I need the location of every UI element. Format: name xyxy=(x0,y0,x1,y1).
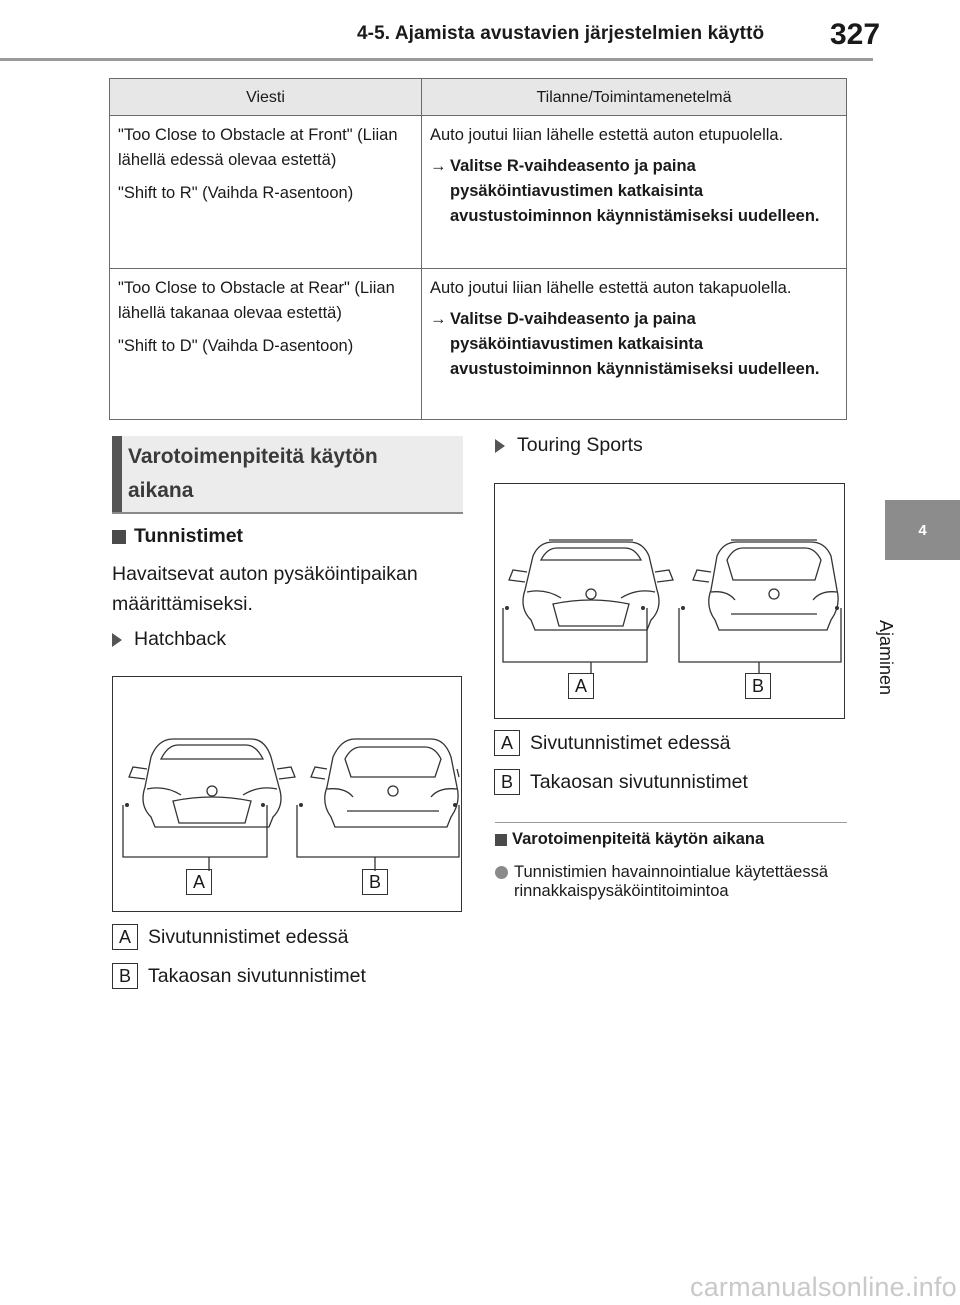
front-car-grille xyxy=(173,797,251,823)
chapter-label xyxy=(876,620,932,696)
chapter-label-text: Ajaminen xyxy=(876,620,896,696)
message-shift-text: "Shift to R" (Vaihda R-asentoon) xyxy=(118,184,354,202)
sensor-dot xyxy=(125,803,129,807)
front-wagon-grille xyxy=(553,600,629,626)
rear-wagon-window xyxy=(727,548,821,580)
rear-car-window xyxy=(345,747,441,777)
note-bullet-text: Tunnistimien havainnointialue käytettäessä rinnakkaispysäköintitoimintoa xyxy=(514,863,828,900)
sensor-dot xyxy=(835,606,839,610)
section-heading: Varotoimenpiteitä käytön aikana xyxy=(128,445,378,502)
front-car-emblem xyxy=(207,786,217,796)
arrow-icon: → xyxy=(430,310,447,328)
table-row xyxy=(110,269,847,420)
situation-cell xyxy=(422,116,847,269)
legend-item xyxy=(494,730,731,756)
rear-car-mirror xyxy=(311,767,327,779)
section-heading-box xyxy=(112,436,463,514)
triangle-bullet-icon xyxy=(495,439,505,453)
front-wagon-emblem xyxy=(586,589,596,599)
note-heading xyxy=(495,830,764,849)
rear-wagon-taillight xyxy=(813,592,837,600)
front-car-windshield xyxy=(161,745,263,759)
model-heading xyxy=(112,628,226,651)
rear-wagon-mirror xyxy=(693,570,711,582)
front-car-headlight xyxy=(243,788,277,795)
model-text: Hatchback xyxy=(134,628,227,650)
triangle-bullet-icon xyxy=(112,633,122,647)
legend-item xyxy=(494,769,748,795)
note-heading-text: Varotoimenpiteitä käytön aikana xyxy=(512,830,765,848)
front-wagon-windshield xyxy=(541,548,641,560)
table-row xyxy=(110,116,847,269)
note-divider xyxy=(495,822,847,823)
table-header-row xyxy=(110,79,847,116)
figure-label-a: A xyxy=(186,869,212,895)
sensor-dot xyxy=(681,606,685,610)
watermark: carmanualsonline.info xyxy=(690,1272,957,1302)
rear-car-body xyxy=(325,739,458,827)
rear-car-taillight xyxy=(327,789,353,797)
header-rule xyxy=(0,58,873,61)
legend-text: Takaosan sivutunnistimet xyxy=(530,770,748,793)
rear-wagon-taillight xyxy=(711,592,735,600)
front-sensor-zone xyxy=(123,805,267,857)
figure-label-b: B xyxy=(362,869,388,895)
front-wagon-mirror xyxy=(509,570,527,582)
square-bullet-icon xyxy=(495,834,507,846)
action-text: Valitse D-vaihdeasento ja paina pysäköintiavustimen katkaisinta avustustoiminnon käynnistämiseksi uudelleen. xyxy=(450,310,820,378)
column-header: Tilanne/Toimintamenetelmä xyxy=(422,79,847,116)
heading-accent-bar xyxy=(112,436,122,512)
circle-bullet-icon xyxy=(495,866,508,879)
message-text: "Too Close to Obstacle at Front" (Liian lähellä edessä olevaa estettä) xyxy=(118,126,398,169)
message-text: "Too Close to Obstacle at Rear" (Liian lähellä takanaa olevaa estettä) xyxy=(118,279,395,322)
legend-text: Takaosan sivutunnistimet xyxy=(148,964,366,987)
legend-text: Sivutunnistimet edessä xyxy=(148,925,349,948)
square-bullet-icon xyxy=(112,530,126,544)
rear-car-emblem xyxy=(388,786,398,796)
sensor-dot xyxy=(453,803,457,807)
rear-sensor-zone xyxy=(297,805,459,857)
front-car-headlight xyxy=(147,788,181,795)
touring-illustration xyxy=(495,484,844,718)
message-cell xyxy=(110,269,422,420)
legend-key: B xyxy=(112,963,138,989)
chapter-number: 4 xyxy=(918,521,927,539)
arrow-icon: → xyxy=(430,157,447,175)
sensor-dot xyxy=(641,606,645,610)
message-table xyxy=(109,78,847,420)
situation-text: Auto joutui liian lähelle estettä auton takapuolella. xyxy=(430,279,792,297)
hatchback-illustration xyxy=(113,677,461,911)
model-heading xyxy=(495,434,643,457)
legend-key: B xyxy=(494,769,520,795)
rear-car-taillight xyxy=(431,789,457,797)
rear-wagon-emblem xyxy=(769,589,779,599)
legend-key: A xyxy=(112,924,138,950)
page-number: 327 xyxy=(830,18,881,51)
body-text: Havaitsevat auton pysäköintipaikan määrittämiseksi. xyxy=(112,563,418,615)
situation-cell xyxy=(422,269,847,420)
legend-item xyxy=(112,924,349,950)
sensor-dot xyxy=(505,606,509,610)
subheading-text: Tunnistimet xyxy=(134,525,244,547)
front-wagon-mirror xyxy=(655,570,673,582)
subheading xyxy=(112,525,243,548)
action-text: Valitse R-vaihdeasento ja paina pysäköintiavustimen katkaisinta avustustoiminnon käynnistämiseksi uudelleen. xyxy=(450,157,820,225)
front-car-mirror xyxy=(129,767,147,779)
note-bullet xyxy=(495,863,845,901)
legend-key: A xyxy=(494,730,520,756)
front-car-mirror xyxy=(277,767,295,779)
legend-text: Sivutunnistimet edessä xyxy=(530,731,731,754)
front-car-body xyxy=(143,739,281,827)
touring-sensor-figure xyxy=(494,483,845,719)
front-wagon-headlight xyxy=(527,591,561,598)
figure-label-b: B xyxy=(745,673,771,699)
front-wagon-headlight xyxy=(621,591,655,598)
sensor-dot xyxy=(261,803,265,807)
legend-item xyxy=(112,963,366,989)
chapter-tab[interactable] xyxy=(885,500,960,560)
rear-sensor-zone xyxy=(679,608,841,662)
hatchback-sensor-figure xyxy=(112,676,462,912)
sensor-dot xyxy=(299,803,303,807)
figure-label-a: A xyxy=(568,673,594,699)
model-text: Touring Sports xyxy=(517,434,643,456)
rear-car-mirror xyxy=(457,769,459,777)
message-shift-text: "Shift to D" (Vaihda D-asentoon) xyxy=(118,337,354,355)
column-header: Viesti xyxy=(110,79,422,116)
situation-text: Auto joutui liian lähelle estettä auton etupuolella. xyxy=(430,126,784,144)
section-title: 4-5. Ajamista avustavien järjestelmien käyttö xyxy=(357,23,765,44)
message-cell xyxy=(110,116,422,269)
